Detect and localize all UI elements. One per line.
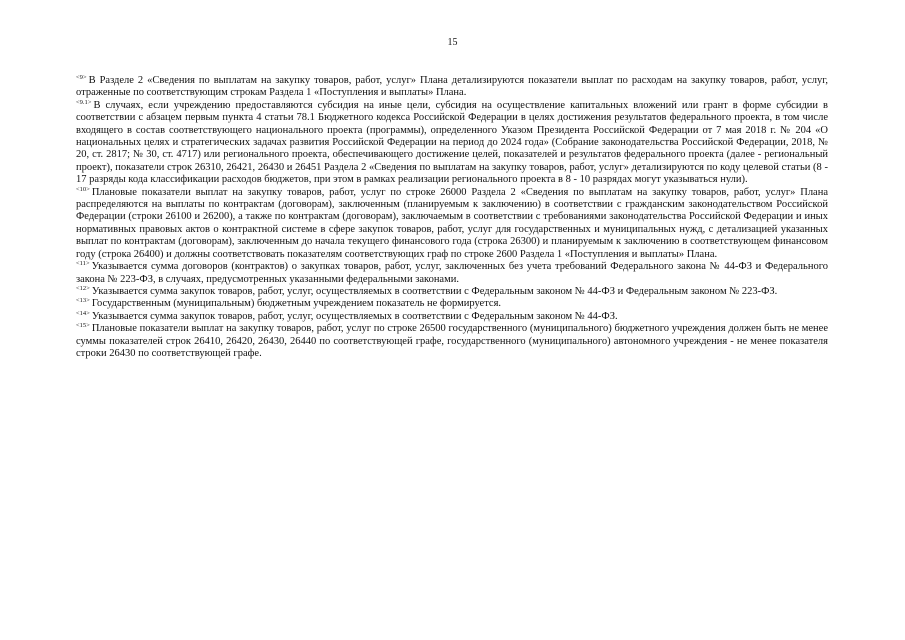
footnote-marker: <12> — [76, 284, 90, 292]
footnote-text: В случаях, если учреждению предоставляются субсидия на иные цели, субсидия на осуществление капитальных вложений или грант в форме субсидии в соответствии с абзацем первым пункта 4 статьи 78.1 Бюджетного кодекса Российской Федерации в целях достижения результатов федерального проекта, в том числе входящего в состав соответствующего национального проекта (программы), определенного Указом Президента Российской Федерации от 7 мая 2018 г. № 204 «О национальных целях и стратегических задачах развития Российской Федерации на период до 2024 года» (Собрание законодательства Российской Федерации, 2018, № 20, ст. 2817; № 30, ст. 4717) или регионального проекта, обеспечивающего достижение целей, показателей и результатов федерального проекта (далее - региональный проект), показатели строк 26310, 26421, 26430 и 26451 Раздела 2 «Сведения по выплатам на закупку товаров, работ, услуг» детализируются по коду целевой статьи (8 - 17 разряды кода классификации расходов бюджетов, при этом в рамках реализации регионального проекта в 8 - 10 разрядах могут указываться нули). — [76, 99, 828, 186]
page-number: 15 — [447, 37, 458, 48]
footnote-text: Указывается сумма закупок товаров, работ, услуг, осуществляемых в соответствии с Федеральным законом № 44-ФЗ и Федеральным законом № 223-ФЗ. — [91, 285, 778, 297]
footnote-12 — [76, 286, 828, 298]
footnote-11 — [76, 261, 828, 286]
footnote-marker: <13> — [76, 297, 90, 305]
footnote-text: Указывается сумма договоров (контрактов) о закупках товаров, работ, услуг, заключенных без учета требований Федерального закона № 44-ФЗ и Федерального закона № 223-ФЗ, в случаях, предусмотренных указанными федеральными законами. — [76, 261, 828, 285]
footnote-10 — [76, 187, 828, 261]
footnote-13 — [76, 298, 828, 310]
footnote-marker: <11> — [76, 260, 90, 268]
footnote-text: Плановые показатели выплат на закупку товаров, работ, услуг по строке 26500 государственного (муниципального) бюджетного учреждения должен быть не менее суммы показателей строк 26410, 26420, 26430, 26440 по соответствующей графе, государственного (муниципального) автономного учреждения - не менее показателя строки 26430 по соответствующей графе. — [76, 323, 828, 359]
footnote-marker: <9> — [76, 74, 87, 81]
footnote-text: Указывается сумма закупок товаров, работ, услуг, осуществляемых в соответствии с Федеральным законом № 44-ФЗ. — [91, 310, 618, 322]
footnote-9 — [76, 75, 828, 100]
footnote-marker: <15> — [76, 322, 90, 330]
footnote-marker: <10> — [76, 185, 90, 193]
footnote-marker: <14> — [76, 309, 90, 317]
footnote-marker: <9.1> — [76, 98, 92, 106]
footnote-9-1 — [76, 100, 828, 187]
footnote-text: В Разделе 2 «Сведения по выплатам на закупку товаров, работ, услуг» Плана детализируются показатели выплат по расходам на закупку товаров, работ, услуг, отраженные по соответствующим строкам Раздела 1 «Поступления и выплаты» Плана. — [76, 75, 828, 99]
footnote-14 — [76, 311, 828, 323]
footnote-text: Государственным (муниципальным) бюджетным учреждением показатель не формируется. — [91, 298, 502, 310]
footnotes-section — [76, 75, 828, 360]
footnote-text: Плановые показатели выплат на закупку товаров, работ, услуг по строке 26000 Раздела 2 «Сведения по выплатам на закупку товаров, работ, услуг» Плана распределяются на выплаты по контрактам (договорам), заключенным (планируемым к заключению) в соответствии с гражданским законодательством Российской Федерации (строки 26100 и 26200), а также по контрактам (договорам), заключаемым в соответствии с требованиями законодательства Российской Федерации и иных нормативных правовых актов о контрактной системе в сфере закупок товаров, работ, услуг для государственных и муниципальных нужд, с детализацией указанных выплат по контрактам (договорам), заключенным до начала текущего финансового года (строка 26300) и планируемым к заключению в соответствующем финансовом году (строка 26400) и должны соответствовать показателям соответствующих граф по строке 2600 Раздела 1 «Поступления и выплаты» Плана. — [76, 186, 828, 260]
footnote-15 — [76, 323, 828, 360]
